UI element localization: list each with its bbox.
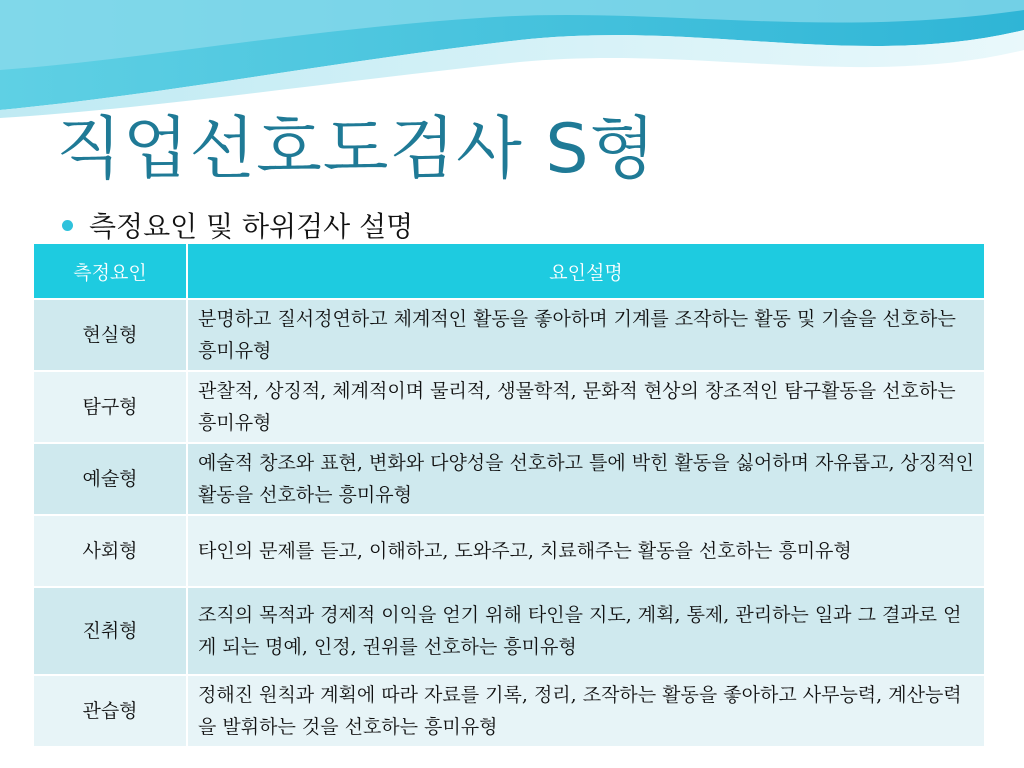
factor-name: 탐구형 [33,371,187,443]
bullet-dot-icon [62,220,73,231]
factor-name: 진취형 [33,587,187,675]
header-description: 요인설명 [187,243,985,299]
table-row [33,675,985,747]
table-header-row [33,243,985,299]
factor-description: 타인의 문제를 듣고, 이해하고, 도와주고, 치료해주는 활동을 선호하는 흥미유형 [187,515,985,587]
factor-description: 관찰적, 상징적, 체계적이며 물리적, 생물학적, 문화적 현상의 창조적인 탐구활동을 선호하는 흥미유형 [187,371,985,443]
factor-description: 예술적 창조와 표현, 변화와 다양성을 선호하고 틀에 박힌 활동을 싫어하며 자유롭고, 상징적인 활동을 선호하는 흥미유형 [187,443,985,515]
factor-name: 예술형 [33,443,187,515]
factor-description: 조직의 목적과 경제적 이익을 얻기 위해 타인을 지도, 계획, 통제, 관리하는 일과 그 결과로 얻게 되는 명예, 인정, 권위를 선호하는 흥미유형 [187,587,985,675]
header-factor: 측정요인 [33,243,187,299]
factor-description: 분명하고 질서정연하고 체계적인 활동을 좋아하며 기계를 조작하는 활동 및 기술을 선호하는 흥미유형 [187,299,985,371]
table-row [33,443,985,515]
slide-title: 직업선호도검사 S형 [56,110,657,189]
bullet-item [62,205,413,245]
table-row [33,299,985,371]
factor-table [32,242,986,748]
bullet-text: 측정요인 및 하위검사 설명 [89,210,414,243]
table-row [33,515,985,587]
factor-name: 현실형 [33,299,187,371]
table-row [33,371,985,443]
factor-name: 관습형 [33,675,187,747]
table-row [33,587,985,675]
factor-description: 정해진 원칙과 계획에 따라 자료를 기록, 정리, 조작하는 활동을 좋아하고 사무능력, 계산능력을 발휘하는 것을 선호하는 흥미유형 [187,675,985,747]
factor-name: 사회형 [33,515,187,587]
